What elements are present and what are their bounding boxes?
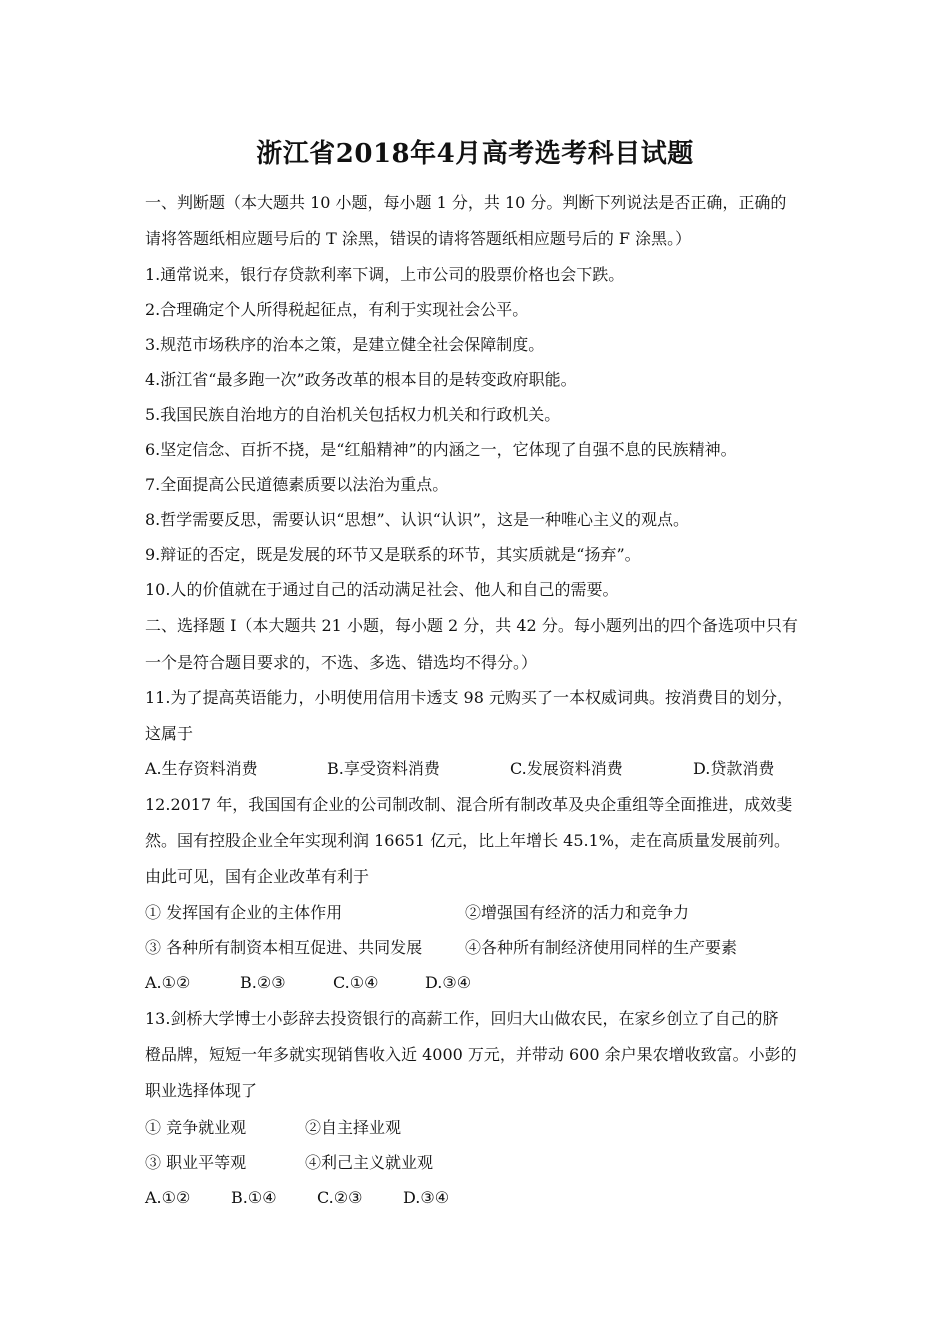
q12-choice-2: ②增强国有经济的活力和竞争力 bbox=[465, 903, 690, 922]
q12-choice-4: ④各种所有制经济使用同样的生产要素 bbox=[465, 938, 738, 957]
section2-intro-line2: 一个是符合题目要求的，不选、多选、错选均不得分。） bbox=[145, 653, 538, 672]
question-13-stem-line2: 橙品牌，短短一年多就实现销售收入近 4000 万元，并带动 600 余户果农增收致富。小彭的 bbox=[145, 1045, 797, 1064]
section2-intro-line1: 二、选择题 I（本大题共 21 小题，每小题 2 分，共 42 分。每小题列出的四个备选项中只有 bbox=[145, 616, 798, 635]
q11-option-c: C.发展资料消费 bbox=[510, 759, 623, 778]
question-13-stem-line3: 职业选择体现了 bbox=[145, 1081, 258, 1100]
judgement-item-7: 7.全面提高公民道德素质要以法治为重点。 bbox=[145, 475, 449, 494]
question-11-stem-line2: 这属于 bbox=[145, 724, 194, 743]
q12-option-d: D.③④ bbox=[425, 973, 472, 992]
question-12-stem-line3: 由此可见，国有企业改革有利于 bbox=[145, 867, 370, 886]
q12-choice-3: ③ 各种所有制资本相互促进、共同发展 bbox=[145, 938, 423, 957]
q11-option-a: A.生存资料消费 bbox=[145, 759, 258, 778]
page-title: 浙江省2018年4月高考选考科目试题 bbox=[256, 139, 694, 169]
q11-option-b: B.享受资料消费 bbox=[327, 759, 440, 778]
q12-choice-1: ① 发挥国有企业的主体作用 bbox=[145, 903, 343, 922]
question-12-stem-line1: 12.2017 年，我国国有企业的公司制改制、混合所有制改革及央企重组等全面推进，成效斐 bbox=[145, 795, 793, 814]
q13-option-d: D.③④ bbox=[403, 1188, 450, 1207]
section1-intro-line2: 请将答题纸相应题号后的 T 涂黑，错误的请将答题纸相应题号后的 F 涂黑。） bbox=[145, 229, 692, 248]
q12-option-b: B.②③ bbox=[240, 973, 286, 992]
q13-option-a: A.①② bbox=[145, 1188, 191, 1207]
judgement-item-6: 6.坚定信念、百折不挠，是“红船精神”的内涵之一，它体现了自强不息的民族精神。 bbox=[145, 440, 737, 459]
judgement-item-5: 5.我国民族自治地方的自治机关包括权力机关和行政机关。 bbox=[145, 405, 561, 424]
question-13-stem-line1: 13.剑桥大学博士小彭辞去投资银行的高薪工作，回归大山做农民，在家乡创立了自己的脐 bbox=[145, 1009, 779, 1028]
q12-option-a: A.①② bbox=[145, 973, 191, 992]
judgement-item-8: 8.哲学需要反思，需要认识“思想”、认识“认识”，这是一种唯心主义的观点。 bbox=[145, 510, 689, 529]
q13-option-c: C.②③ bbox=[317, 1188, 363, 1207]
q11-option-d: D.贷款消费 bbox=[693, 759, 775, 778]
judgement-item-9: 9.辩证的否定，既是发展的环节又是联系的环节，其实质就是“扬弃”。 bbox=[145, 545, 641, 564]
q13-choice-3: ③ 职业平等观 bbox=[145, 1153, 247, 1172]
judgement-item-10: 10.人的价值就在于通过自己的活动满足社会、他人和自己的需要。 bbox=[145, 580, 619, 599]
judgement-item-3: 3.规范市场秩序的治本之策，是建立健全社会保障制度。 bbox=[145, 335, 545, 354]
q12-option-c: C.①④ bbox=[333, 973, 379, 992]
judgement-item-1: 1.通常说来，银行存贷款利率下调，上市公司的股票价格也会下跌。 bbox=[145, 265, 625, 284]
judgement-item-2: 2.合理确定个人所得税起征点，有利于实现社会公平。 bbox=[145, 300, 529, 319]
q13-option-b: B.①④ bbox=[231, 1188, 277, 1207]
q13-choice-4: ④利己主义就业观 bbox=[305, 1153, 434, 1172]
q13-choice-1: ① 竞争就业观 bbox=[145, 1118, 247, 1137]
section1-intro-line1: 一、判断题（本大题共 10 小题，每小题 1 分，共 10 分。判断下列说法是否正确，正确的 bbox=[145, 193, 787, 212]
judgement-item-4: 4.浙江省“最多跑一次”政务改革的根本目的是转变政府职能。 bbox=[145, 370, 577, 389]
question-11-stem-line1: 11.为了提高英语能力，小明使用信用卡透支 98 元购买了一本权威词典。按消费目的划分， bbox=[145, 688, 793, 707]
question-12-stem-line2: 然。国有控股企业全年实现利润 16651 亿元，比上年增长 45.1%，走在高质量发展前列。 bbox=[145, 831, 790, 850]
q13-choice-2: ②自主择业观 bbox=[305, 1118, 402, 1137]
